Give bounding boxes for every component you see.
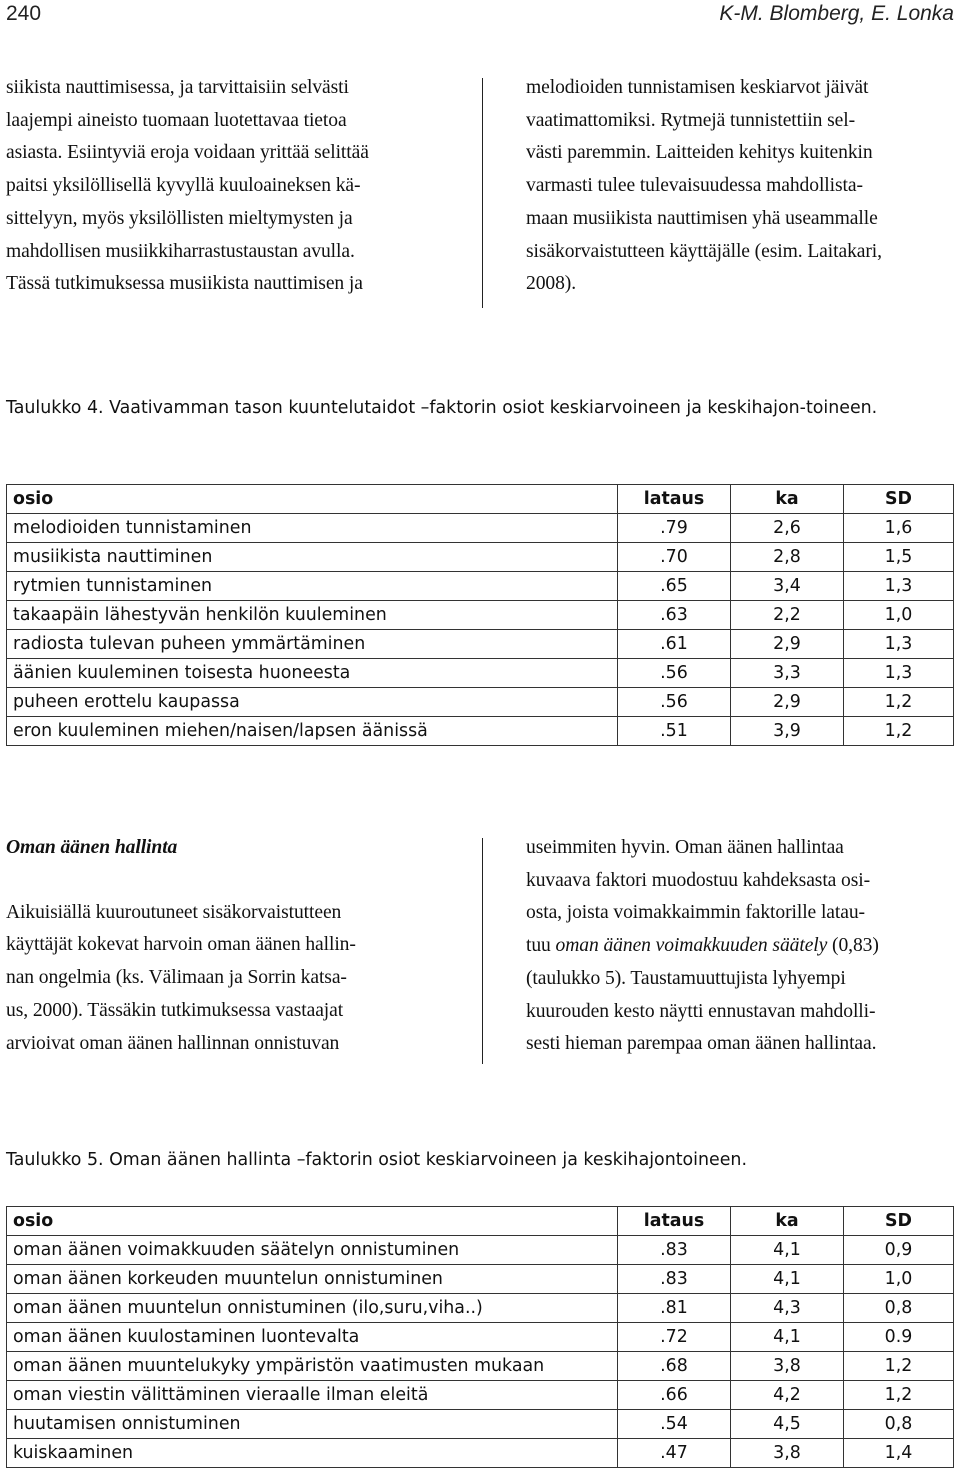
table-cell: melodioiden tunnistaminen — [7, 514, 618, 543]
table-row — [7, 1410, 954, 1439]
text-line: sittelyyn, myös yksilöllisten mieltymysten ja — [6, 207, 353, 229]
table-cell: takaapäin lähestyvän henkilön kuuleminen — [7, 601, 618, 630]
table-cell: 4,1 — [731, 1265, 844, 1294]
text-line: varmasti tulee tulevaisuudessa mahdollista- — [526, 175, 863, 197]
table-header-row — [7, 1207, 954, 1236]
table-cell: 1,3 — [844, 572, 954, 601]
table-row — [7, 659, 954, 688]
table-4 — [6, 484, 954, 746]
table-cell: 3,9 — [731, 717, 844, 746]
table-cell: .51 — [618, 717, 731, 746]
table-cell: 0,8 — [844, 1294, 954, 1323]
table-cell: 2,9 — [731, 630, 844, 659]
table-cell: .66 — [618, 1381, 731, 1410]
table-cell: huutamisen onnistuminen — [7, 1410, 618, 1439]
table-cell: 3,4 — [731, 572, 844, 601]
table-cell: 1,2 — [844, 1381, 954, 1410]
table-cell: musiikista nauttiminen — [7, 543, 618, 572]
text-line: melodioiden tunnistamisen keskiarvot jäivät — [526, 77, 869, 98]
table-cell: 1,2 — [844, 688, 954, 717]
table-cell: 1,2 — [844, 717, 954, 746]
table-cell: puheen erottelu kaupassa — [7, 688, 618, 717]
text-line: käyttäjät kokevat harvoin oman äänen hallin- — [6, 934, 356, 956]
table-row — [7, 601, 954, 630]
table-row — [7, 1294, 954, 1323]
table-cell: 1,2 — [844, 1352, 954, 1381]
text-line: maan musiikista nauttimisen yhä useammalle — [526, 207, 878, 229]
text-line: laajempi aineisto tuomaan luotettavaa tietoa — [6, 109, 347, 131]
table-cell: 3,8 — [731, 1352, 844, 1381]
column-header: lataus — [618, 485, 731, 514]
column-header: osio — [7, 485, 618, 514]
text-line-with-emphasis — [526, 930, 960, 963]
table-cell: .70 — [618, 543, 731, 572]
section-2-text — [6, 832, 954, 1072]
text-line: arvioivat oman äänen hallinnan onnistuvan — [6, 1032, 340, 1054]
table-row — [7, 688, 954, 717]
table-cell: 1,0 — [844, 601, 954, 630]
table-cell: kuiskaaminen — [7, 1439, 618, 1468]
column-header: osio — [7, 1207, 618, 1236]
table-5-caption: Taulukko 5. Oman äänen hallinta –faktorin osiot keskiarvoineen ja keskihajontoineen. — [6, 1150, 747, 1170]
text-fragment: (0,83) — [827, 935, 879, 957]
text-line: 2008). — [526, 273, 577, 295]
table-row — [7, 572, 954, 601]
table-row — [7, 630, 954, 659]
section-heading: Oman äänen hallinta — [6, 837, 178, 858]
table-cell: .65 — [618, 572, 731, 601]
table-cell: 4,1 — [731, 1236, 844, 1265]
table-cell: radiosta tulevan puheen ymmärtäminen — [7, 630, 618, 659]
table-cell: 0,8 — [844, 1410, 954, 1439]
table-cell: .83 — [618, 1265, 731, 1294]
column-header: SD — [844, 485, 954, 514]
text-line: (taulukko 5). Taustamuuttujista lyhyempi — [526, 967, 846, 989]
table-cell: 2,2 — [731, 601, 844, 630]
table-cell: oman äänen muuntelukyky ympäristön vaatimusten mukaan — [7, 1352, 618, 1381]
table-cell: 0.9 — [844, 1323, 954, 1352]
table-cell: 1,6 — [844, 514, 954, 543]
table-header-row — [7, 485, 954, 514]
table-row — [7, 1381, 954, 1410]
text-line: us, 2000). Tässäkin tutkimuksessa vastaajat — [6, 999, 344, 1021]
table-cell: oman äänen voimakkuuden säätelyn onnistuminen — [7, 1236, 618, 1265]
table-cell: oman äänen kuulostaminen luontevalta — [7, 1323, 618, 1352]
table-cell: .81 — [618, 1294, 731, 1323]
table-cell: 1,4 — [844, 1439, 954, 1468]
text-line: paitsi yksilöllisellä kyvyllä kuuloaineksen kä- — [6, 175, 361, 197]
table-cell: .54 — [618, 1410, 731, 1439]
table-row — [7, 1439, 954, 1468]
table-cell: 3,3 — [731, 659, 844, 688]
table-cell: 3,8 — [731, 1439, 844, 1468]
table-cell: .63 — [618, 601, 731, 630]
table-4-caption: Taulukko 4. Vaativamman tason kuuntelutaidot –faktorin osiot keskiarvoineen ja keskihajon-toineen. — [6, 398, 878, 418]
table-row — [7, 1323, 954, 1352]
text-line: sesti hieman parempaa oman äänen hallintaa. — [526, 1033, 877, 1055]
text-line: nan ongelmia (ks. Välimaan ja Sorrin katsa- — [6, 967, 347, 989]
table-cell: 1,3 — [844, 630, 954, 659]
running-title: K-M. Blomberg, E. Lonka — [719, 2, 954, 25]
column-header: lataus — [618, 1207, 731, 1236]
section-1-text — [6, 72, 954, 312]
table-cell: 1,0 — [844, 1265, 954, 1294]
table-cell: 4,5 — [731, 1410, 844, 1439]
text-line: mahdollisen musiikkiharrastustaustan avulla. — [6, 240, 355, 262]
column-header: ka — [731, 1207, 844, 1236]
table-cell: eron kuuleminen miehen/naisen/lapsen äänissä — [7, 717, 618, 746]
table-cell: .79 — [618, 514, 731, 543]
table-cell: 0,9 — [844, 1236, 954, 1265]
table-row — [7, 543, 954, 572]
text-line: Aikuisiällä kuuroutuneet sisäkorvaistutteen — [6, 901, 342, 923]
table-cell: 4,2 — [731, 1381, 844, 1410]
table-cell: 2,8 — [731, 543, 844, 572]
table-cell: .68 — [618, 1352, 731, 1381]
table-cell: .61 — [618, 630, 731, 659]
page-header — [6, 2, 954, 32]
page-number: 240 — [6, 2, 42, 25]
left-column — [6, 832, 438, 1060]
table-cell: .72 — [618, 1323, 731, 1352]
table-cell: oman viestin välittäminen vieraalle ilman eleitä — [7, 1381, 618, 1410]
table-row — [7, 1265, 954, 1294]
table-cell: .56 — [618, 659, 731, 688]
table-cell: rytmien tunnistaminen — [7, 572, 618, 601]
left-column — [6, 72, 438, 301]
table-5 — [6, 1206, 954, 1468]
column-divider — [482, 78, 483, 308]
table-row — [7, 1236, 954, 1265]
text-line: kuvaava faktori muodostuu kahdeksasta osi- — [526, 869, 871, 891]
table-row — [7, 514, 954, 543]
table-cell: .83 — [618, 1236, 731, 1265]
text-line: useimmiten hyvin. Oman äänen hallintaa — [526, 837, 844, 858]
text-line: kuurouden kesto näytti ennustavan mahdolli- — [526, 1000, 876, 1022]
text-fragment: tuu — [526, 935, 556, 957]
text-line: vaatimattomiksi. Rytmejä tunnistettiin sel- — [526, 109, 856, 131]
text-line: sisäkorvaistutteen käyttäjälle (esim. Laitakari, — [526, 240, 882, 262]
table-row — [7, 717, 954, 746]
table-cell: 2,6 — [731, 514, 844, 543]
table-cell: 2,9 — [731, 688, 844, 717]
text-line: asiasta. Esiintyviä eroja voidaan yrittää selittää — [6, 142, 369, 164]
table-cell: 4,3 — [731, 1294, 844, 1323]
text-line: Tässä tutkimuksessa musiikista nauttimisen ja — [6, 273, 363, 295]
column-header: ka — [731, 485, 844, 514]
text-line: siikista nauttimisessa, ja tarvittaisiin selvästi — [6, 77, 349, 98]
right-column — [526, 832, 960, 1061]
text-line: västi paremmin. Laitteiden kehitys kuitenkin — [526, 142, 873, 164]
column-divider — [482, 838, 483, 1064]
emphasized-term: oman äänen voimakkuuden säätely — [555, 935, 828, 957]
table-cell: .47 — [618, 1439, 731, 1468]
table-cell: 1,5 — [844, 543, 954, 572]
table-row — [7, 1352, 954, 1381]
table-cell: 4,1 — [731, 1323, 844, 1352]
table-cell: oman äänen korkeuden muuntelun onnistuminen — [7, 1265, 618, 1294]
table-cell: 1,3 — [844, 659, 954, 688]
table-cell: oman äänen muuntelun onnistuminen (ilo,suru,viha..) — [7, 1294, 618, 1323]
table-cell: .56 — [618, 688, 731, 717]
text-line: osta, joista voimakkaimmin faktorille latau- — [526, 902, 865, 924]
right-column — [526, 72, 960, 301]
table-cell: äänien kuuleminen toisesta huoneesta — [7, 659, 618, 688]
column-header: SD — [844, 1207, 954, 1236]
